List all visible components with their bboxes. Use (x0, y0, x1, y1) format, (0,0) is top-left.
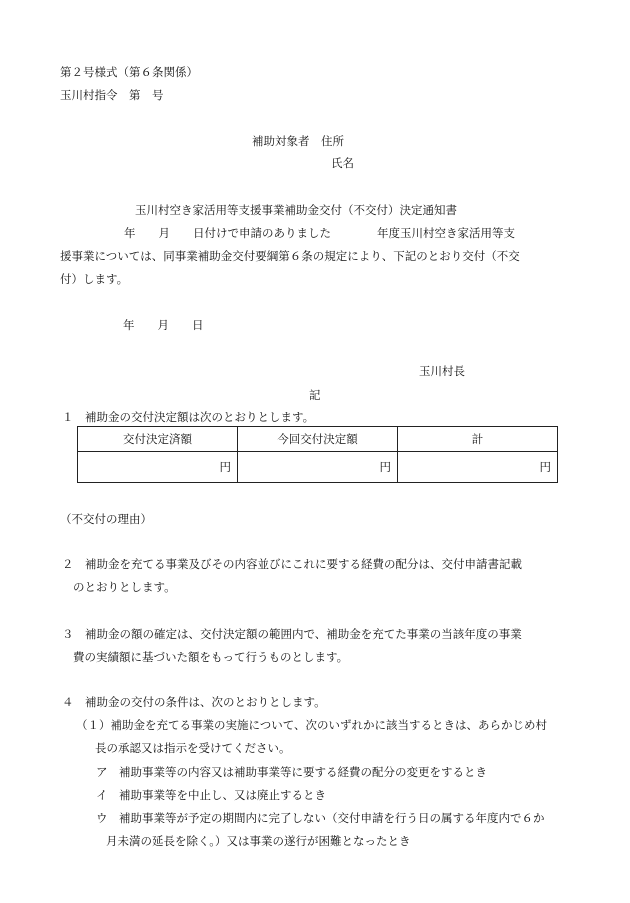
intro-line-1: 年 月 日付けで申請のありました 年度玉川村空き家活用等支 (124, 226, 515, 240)
document-title: 玉川村空き家活用等支援事業補助金交付（不交付）決定通知書 (135, 203, 457, 217)
item-3-line-1: ３ 補助金の額の確定は、交付決定額の範囲内で、補助金を充てた事業の当該年度の事業 (62, 627, 522, 641)
date-line: 年 月 日 (123, 318, 204, 332)
item-1: １ 補助金の交付決定額は次のとおりとします。 (62, 410, 315, 424)
ki-heading: 記 (309, 388, 321, 402)
cell-decided-amount-unit: 円 (78, 452, 238, 483)
condition-1-line-2: 長の承認又は指示を受けてください。 (95, 741, 291, 755)
sub-item-a: ア 補助事業等の内容又は補助事業等に要する経費の配分の変更をするとき (96, 765, 487, 779)
issuer: 玉川村長 (419, 364, 465, 378)
condition-1-line-1: （１）補助金を充てる事業の実施について、次のいずれかに該当するときは、あらかじめ村 (76, 718, 548, 732)
table-row (78, 452, 558, 483)
table-header-row (78, 427, 558, 452)
sub-item-i: イ 補助事業等を中止し、又は廃止するとき (96, 788, 326, 802)
amount-table (77, 426, 558, 483)
item-2-line-2: のとおりとします。 (73, 580, 176, 594)
form-number: 第２号様式（第６条関係） (60, 65, 198, 79)
sub-item-u-line-1: ウ 補助事業等が予定の期間内に完了しない（交付申請を行う日の属する年度内で６か (96, 811, 545, 825)
header-total: 計 (398, 427, 558, 452)
non-grant-reason-label: （不交付の理由） (60, 512, 152, 526)
cell-total-unit: 円 (398, 452, 558, 483)
sub-item-u-line-2: 月未満の延長を除く。）又は事業の遂行が困難となったとき (106, 834, 411, 848)
intro-line-2: 援事業については、同事業補助金交付要綱第６条の規定により、下記のとおり交付（不交 (60, 249, 520, 263)
item-4: ４ 補助金の交付の条件は、次のとおりとします。 (62, 695, 326, 709)
cell-current-amount-unit: 円 (238, 452, 398, 483)
header-current-amount: 今回交付決定額 (238, 427, 398, 452)
recipient-name-label: 氏名 (331, 156, 354, 170)
intro-line-3: 付）します。 (60, 272, 129, 286)
header-decided-amount: 交付決定済額 (78, 427, 238, 452)
recipient-address-label: 補助対象者 住所 (252, 134, 344, 148)
item-2-line-1: ２ 補助金を充てる事業及びその内容並びにこれに要する経費の配分は、交付申請書記載 (62, 557, 522, 571)
directive-number: 玉川村指令 第 号 (60, 88, 164, 102)
item-3-line-2: 費の実績額に基づいた額をもって行うものとします。 (73, 650, 349, 664)
